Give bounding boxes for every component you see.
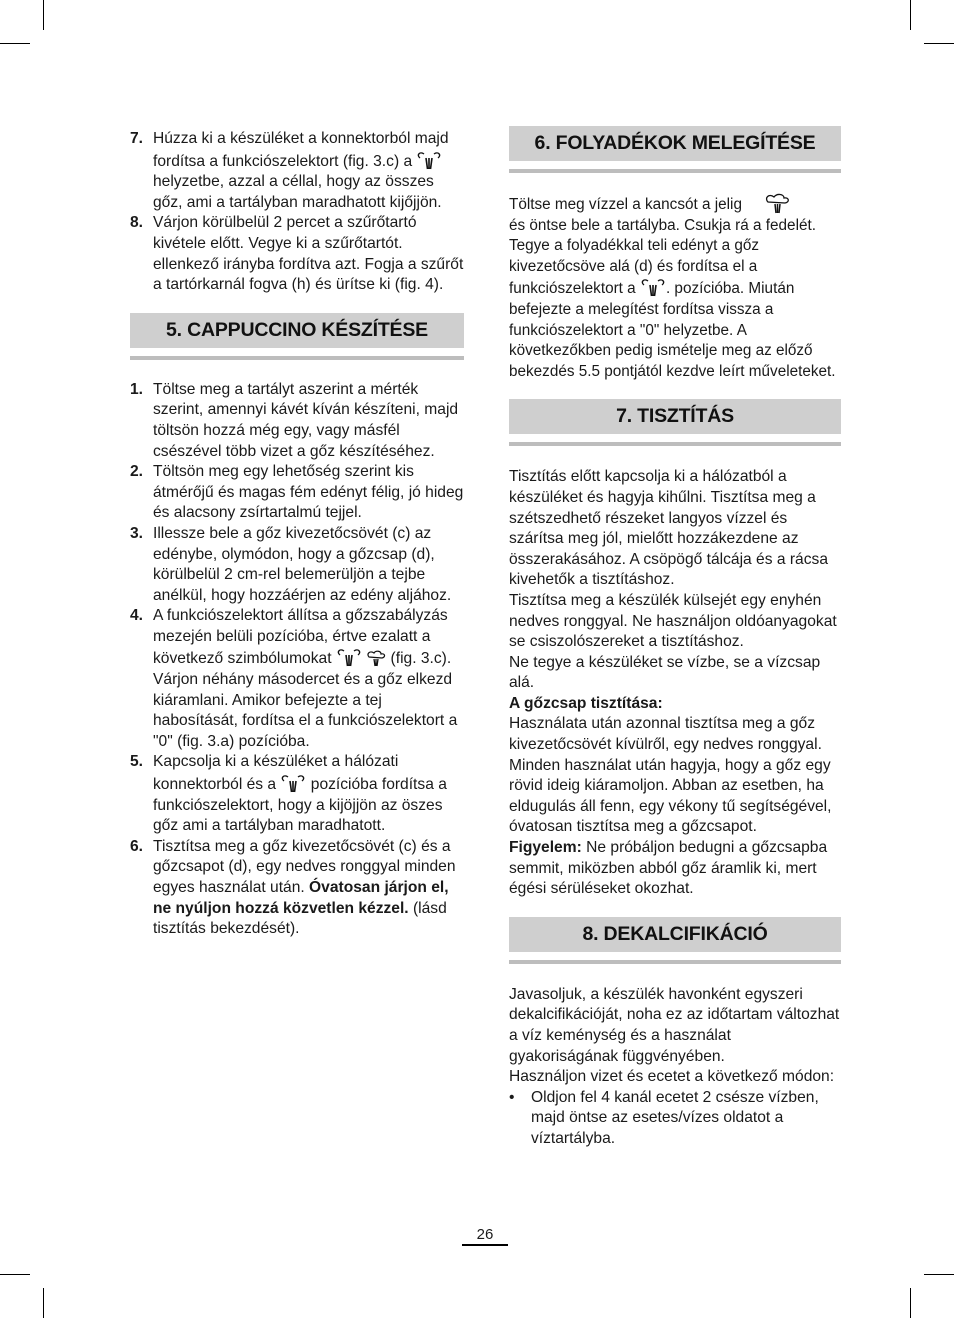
paragraph: Javasoljuk, a készülék havonként egyszeri dekalcifikációját, noha ez az időtartam változhat a víz keménység és a használat gyakoriságának függvényében. bbox=[509, 985, 840, 1065]
paragraph: Használata után azonnal tisztítsa meg a gőz kivezetőcsövét kívülről, egy nedves ronggyal. Minden használat után hagyja, hogy a gőz egy rövid ideig kiáramoljon. Abban az esetben, ha eldugulás áll fenn, egy vékony tű segítségével, óvatosan tisztítsa meg a gőzcsapot. bbox=[509, 715, 832, 836]
crop-mark bbox=[910, 0, 911, 30]
left-column bbox=[130, 129, 464, 940]
list-item bbox=[130, 837, 464, 940]
crop-mark bbox=[924, 1274, 954, 1275]
paragraph: Tisztítsa meg a készülék külsejét egy enyhén nedves ronggyal. Ne használjon oldóanyagokat se csiszolószereket a tisztításhoz. bbox=[509, 591, 837, 651]
crop-mark bbox=[924, 43, 954, 44]
crop-mark bbox=[43, 0, 44, 30]
bullet-item bbox=[509, 1088, 841, 1150]
right-column bbox=[509, 126, 841, 1150]
bullet-text: Oldjon fel 4 kanál ecetet 2 csésze vízben, majd öntse az esetes/vízes oldatot a víztartályba. bbox=[531, 1088, 819, 1147]
crop-mark bbox=[43, 1288, 44, 1318]
list-item bbox=[130, 462, 464, 524]
steam-cup-icon bbox=[764, 193, 790, 215]
warning-label: Figyelem: bbox=[509, 839, 582, 857]
page-number-rule bbox=[462, 1244, 508, 1246]
item-number: 6. bbox=[130, 837, 144, 855]
steam-icon bbox=[280, 773, 306, 795]
crop-mark bbox=[0, 43, 30, 44]
list-item bbox=[130, 606, 464, 752]
warning-text: Óvatosan járjon el, ne nyúljon hozzá közvetlen kézzel. bbox=[153, 879, 449, 917]
item-text: Húzza ki a készüléket a konnektorból majd fordítsa a funkciószelektort (fig. 3.c) a helyzetbe, azzal a céllal, hogy az összes gőz, ami a tartályban maradhatott kijőjjön. bbox=[153, 130, 449, 211]
item-text: Illessze bele a gőz kivezetőcsövét (c) az edénybe, olymódon, hogy a gőzcsap (d), körülbelül 2 cm-rel belemerüljön a tejbe anélkül, hogy hozzáérjen az edény aljához. bbox=[153, 524, 452, 604]
page-number: 26 bbox=[476, 1226, 494, 1243]
item-text: Kapcsolja ki a készüléket a hálózati konnektorból és a pozícióba fordítsa a funkciószelektort, hogy a kijöjjön az öszes gőz ami a tartályban maradhatott. bbox=[153, 753, 447, 835]
paragraph: Ne tegye a készüléket se vízbe, se a vízcsap alá. bbox=[509, 653, 821, 692]
section-heading: 5. CAPPUCCINO KÉSZÍTÉSE bbox=[130, 313, 464, 348]
item-text: Tisztítsa meg a gőz kivezetőcsövét (c) és a gőzcsapot (d), egy nedves ronggyal minden egyes használat után. Óvatosan járjon el, ne nyúljon hozzá közvetlen kézzel. (lásd tisztítás bekezdését). bbox=[153, 837, 456, 938]
warning-paragraph: Figyelem: Ne próbáljon bedugni a gőzcsapba semmit, miközben abból gőz áramlik ki, mert égési sérüléseket okozhat. bbox=[509, 839, 828, 898]
item-text: A funkciószelektort állítsa a gőzszabályzás mezején belüli pozícióba, értve ezalatt a következő szimbólumokat (fig. 3.c). Várjon néhány másodercet és a gőz elkezd kiáramlani. Amikor befejezte a tej habosítását, fordítsa el a funkciószelektort a "0" (fig. 3.a) pozícióba. bbox=[153, 607, 458, 750]
item-number: 3. bbox=[130, 524, 144, 542]
crop-mark bbox=[910, 1288, 911, 1318]
paragraph: Használjon vizet és ecetet a következő módon: bbox=[509, 1068, 835, 1086]
steam-icon bbox=[640, 277, 666, 299]
item-text: Töltse meg a tartályt aszerint a mérték szerint, amennyi kávét kíván készíteni, majd töltsön hozzá még egy, vagy másfél csészével több vizet a gőz készítéséhez. bbox=[153, 380, 459, 460]
list-item bbox=[130, 524, 464, 606]
item-number: 1. bbox=[130, 380, 144, 398]
item-text: Töltsön meg egy lehetőség szerint kis átmérőjű és magas fém edényt félig, jó hideg és alacsony zsírtartalmú tejjel. bbox=[153, 463, 464, 522]
list-item bbox=[130, 380, 464, 462]
steam-icon bbox=[416, 150, 442, 172]
steam-cup-icon bbox=[366, 650, 386, 667]
item-text: Várjon körülbelül 2 percet a szűrőtartó kivétele előtt. Vegye ki a szűrőtartót. ellenkező irányba fordítva azt. Fogja a szűrőt a tartórkarnál fogva (h) és ürítse ki (fig. 4). bbox=[153, 214, 464, 294]
item-number: 5. bbox=[130, 753, 144, 771]
section-heading: 7. TISZTÍTÁS bbox=[509, 399, 841, 434]
subheading: A gőzcsap tisztítása: bbox=[509, 694, 663, 712]
section-heading: 6. FOLYADÉKOK MELEGÍTÉSE bbox=[509, 126, 841, 161]
list-item bbox=[130, 213, 464, 295]
list-item bbox=[130, 129, 464, 213]
bullet-icon: • bbox=[509, 1088, 515, 1106]
paragraph: Töltse meg vízzel a kancsót a jelig és öntse bele a tartályba. Csukja rá a fedelét. Tegye a folyadékkal teli edényt a gőz kivezetőcsöve alá (d) és fordítsa el a funkciószelektort a . pozícióba. Miután befejezte a melegítést fordítsa vissza a funkciószelektort a "0" helyzetbe. A következőkben pedig ismételje meg az előző bekezdés 5.5 pontjától kezdve leírt műveleteket. bbox=[509, 193, 841, 382]
item-number: 8. bbox=[130, 214, 144, 232]
steam-icon bbox=[336, 647, 362, 669]
crop-mark bbox=[0, 1274, 30, 1275]
item-number: 2. bbox=[130, 463, 144, 481]
item-number: 4. bbox=[130, 607, 144, 625]
section-heading: 8. DEKALCIFIKÁCIÓ bbox=[509, 917, 841, 952]
paragraph: Tisztítás előtt kapcsolja ki a hálózatból a készüléket és hagyja kihűlni. Tisztítsa meg a szétszedhető részeket langyos vízzel és szárítsa meg jól, mielőtt hozzákezdene az összerakásához. A csöpögő tálcája és a rácsa kivehetők a tisztításhoz. bbox=[509, 468, 828, 589]
item-number: 7. bbox=[130, 130, 144, 147]
list-item bbox=[130, 752, 464, 836]
